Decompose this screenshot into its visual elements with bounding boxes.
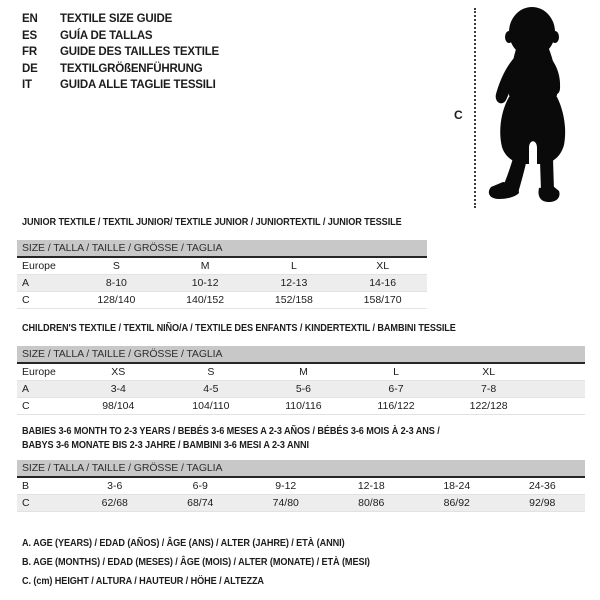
table-cell: 4-5	[203, 383, 219, 395]
row-label: C	[22, 294, 30, 306]
row-label: C	[22, 497, 30, 509]
table-cell: 92/98	[529, 497, 556, 509]
table-cell: 8-10	[105, 277, 127, 289]
row-label: C	[22, 400, 30, 412]
row-label: B	[22, 480, 30, 492]
children-size-table	[17, 346, 585, 415]
table-cell: S	[112, 260, 120, 272]
footnote-text: C. (cm) HEIGHT / ALTURA / HAUTEUR / HÖHE / ALTEZZA	[22, 575, 264, 587]
table-cell: 158/170	[363, 294, 402, 306]
section-title-text: CHILDREN'S TEXTILE / TEXTIL NIÑO/A / TEXTILE DES ENFANTS / KINDERTEXTIL / BAMBINI TESSILE	[22, 322, 456, 334]
table-size-header: SIZE / TALLA / TAILLE / GRÖSSE / TAGLIA	[17, 346, 585, 363]
language-row	[22, 61, 219, 78]
table-cell: 5-6	[295, 383, 312, 395]
table-cell: 104/110	[192, 400, 230, 412]
table-cell: 140/152	[186, 294, 225, 306]
table-cell: 6-9	[192, 480, 208, 492]
table-row	[17, 275, 427, 292]
section-title-babies	[22, 424, 502, 452]
height-measure-label: C	[454, 108, 463, 122]
table-cell: 98/104	[102, 400, 135, 412]
footnotes-block	[22, 534, 422, 591]
section-title-text: JUNIOR TEXTILE / TEXTIL JUNIOR/ TEXTILE JUNIOR / JUNIORTEXTIL / JUNIOR TESSILE	[22, 216, 402, 228]
table-row	[17, 381, 585, 398]
table-cell: 10-12	[191, 277, 219, 289]
table-cell: 9-12	[275, 480, 297, 492]
table-cell: 122/128	[469, 400, 508, 412]
section-title-junior	[22, 215, 458, 229]
junior-size-table	[17, 240, 427, 309]
language-title-block	[22, 11, 219, 94]
table-row	[17, 398, 585, 415]
language-row	[22, 11, 219, 28]
spacer-cell	[535, 398, 585, 415]
row-label: A	[22, 383, 30, 395]
table-cell: XS	[111, 366, 126, 378]
table-cell: 7-8	[481, 383, 497, 395]
table-row	[17, 363, 585, 381]
row-label: Europe	[22, 366, 56, 378]
footnote-height	[22, 572, 422, 591]
table-cell: S	[207, 366, 215, 378]
language-code: EN	[22, 13, 38, 25]
table-row	[17, 495, 585, 512]
table-size-header: SIZE / TALLA / TAILLE / GRÖSSE / TAGLIA	[17, 460, 585, 477]
language-code: DE	[22, 62, 38, 75]
table-cell: 24-36	[528, 480, 556, 492]
language-code: FR	[22, 46, 37, 58]
footnote-age-years	[22, 534, 422, 553]
table-cell: 116/122	[377, 400, 415, 412]
table-cell: 62/68	[101, 497, 128, 509]
language-label: GUÍA DE TALLAS	[60, 29, 153, 42]
spacer-cell	[535, 363, 585, 381]
table-row	[17, 477, 585, 495]
language-label: GUIDA ALLE TAGLIE TESSILI	[60, 79, 216, 91]
language-row	[22, 28, 219, 45]
table-cell: L	[290, 260, 297, 272]
row-label: Europe	[22, 260, 56, 272]
language-label: GUIDE DES TAILLES TEXTILE	[60, 46, 219, 58]
language-label: TEXTILGRÖßENFÜHRUNG	[60, 62, 203, 75]
table-cell: XL	[482, 366, 496, 378]
language-label: TEXTILE SIZE GUIDE	[60, 13, 173, 25]
table-row	[17, 257, 427, 275]
table-cell: 80/86	[358, 497, 385, 509]
babies-size-table	[17, 460, 585, 512]
footnote-text: B. AGE (MONTHS) / EDAD (MESES) / ÂGE (MOIS) / ALTER (MONATE) / ETÀ (MESI)	[22, 556, 370, 568]
table-cell: 14-16	[369, 277, 397, 289]
table-cell: 3-4	[110, 383, 126, 395]
table-size-header: SIZE / TALLA / TAILLE / GRÖSSE / TAGLIA	[17, 240, 427, 257]
table-cell: 3-6	[107, 480, 123, 492]
spacer-cell	[535, 381, 585, 398]
table-cell: 74/80	[272, 497, 299, 509]
language-row	[22, 44, 219, 61]
table-cell: M	[299, 366, 308, 378]
table-cell: 110/116	[285, 400, 322, 412]
table-cell: 152/158	[274, 294, 313, 306]
height-measure-figure	[440, 4, 600, 214]
table-cell: M	[200, 260, 210, 272]
row-label: A	[22, 277, 30, 289]
table-cell: 12-18	[357, 480, 385, 492]
section-title-children	[22, 321, 521, 335]
table-cell: 18-24	[443, 480, 471, 492]
table-row	[17, 292, 427, 309]
table-cell: 128/140	[97, 294, 136, 306]
language-row	[22, 77, 219, 94]
table-cell: L	[393, 366, 399, 378]
table-cell: XL	[376, 260, 390, 272]
section-title-text: BABIES 3-6 MONTH TO 2-3 YEARS / BEBÉS 3-6 MESES A 2-3 AÑOS / BÉBÉS 3-6 MOIS À 2-3 ANS /	[22, 425, 440, 437]
table-cell: 68/74	[187, 497, 214, 509]
toddler-silhouette-image	[482, 6, 586, 210]
footnote-age-months	[22, 553, 422, 572]
table-cell: 6-7	[388, 383, 404, 395]
language-code: IT	[22, 79, 32, 91]
dotted-measure-line	[474, 8, 476, 208]
table-cell: 12-13	[280, 277, 308, 289]
table-cell: 86/92	[443, 497, 470, 509]
section-title-text: BABYS 3-6 MONATE BIS 2-3 JAHRE / BAMBINI 3-6 MESI A 2-3 ANNI	[22, 439, 309, 451]
language-code: ES	[22, 29, 37, 42]
footnote-text: A. AGE (YEARS) / EDAD (AÑOS) / ÂGE (ANS) / ALTER (JAHRE) / ETÀ (ANNI)	[22, 537, 345, 549]
